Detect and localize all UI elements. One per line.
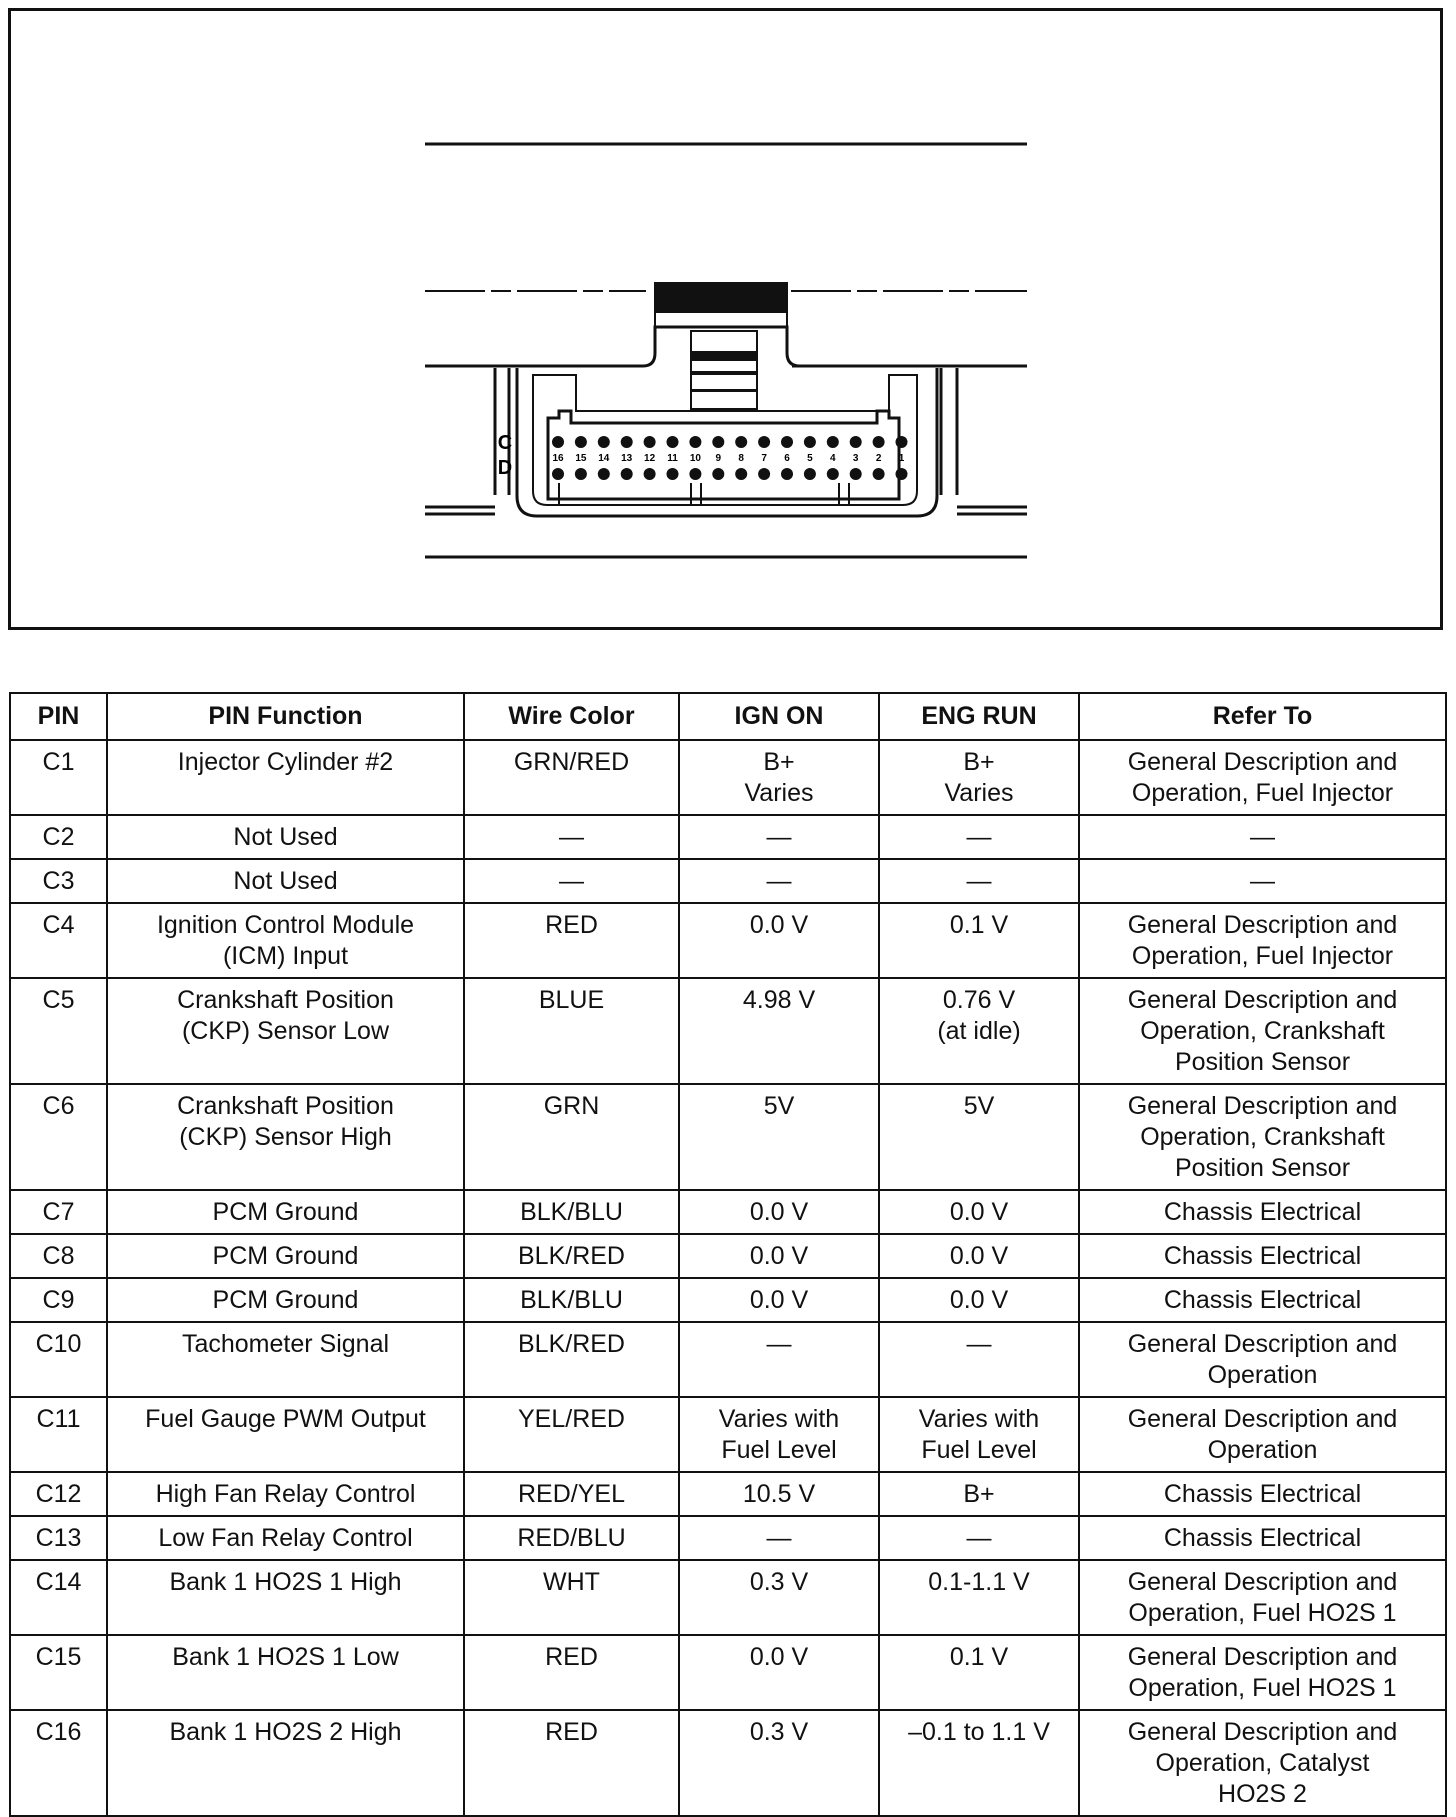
pin-d-terminal	[758, 468, 770, 480]
table-row	[10, 1516, 1446, 1560]
table-row	[10, 740, 1446, 815]
pin-c-terminal	[827, 436, 839, 448]
cell-eng-run: Varies with Fuel Level	[879, 1397, 1079, 1472]
cell-wire-color: RED	[464, 1710, 679, 1816]
cell-wire-color: WHT	[464, 1560, 679, 1635]
cell-eng-run: —	[879, 815, 1079, 859]
pin-c-terminal	[873, 436, 885, 448]
pin-c-terminal	[896, 436, 908, 448]
pin-d-terminal	[735, 468, 747, 480]
table-header-row	[10, 693, 1446, 740]
header-wire-color: Wire Color	[464, 693, 679, 740]
cell-pin-function: Ignition Control Module (ICM) Input	[107, 903, 464, 978]
connector-diagram-frame	[8, 8, 1443, 630]
pin-d-terminal	[712, 468, 724, 480]
cell-pin: C5	[10, 978, 107, 1084]
cell-wire-color: RED/BLU	[464, 1516, 679, 1560]
table-row	[10, 1322, 1446, 1397]
cell-wire-color: —	[464, 859, 679, 903]
pin-c-terminal	[644, 436, 656, 448]
cell-refer-to: General Description and Operation, Catalyst HO2S 2	[1079, 1710, 1446, 1816]
header-pin: PIN	[10, 693, 107, 740]
cell-pin-function: Bank 1 HO2S 2 High	[107, 1710, 464, 1816]
cell-wire-color: RED/YEL	[464, 1472, 679, 1516]
cell-refer-to: Chassis Electrical	[1079, 1278, 1446, 1322]
cell-pin: C9	[10, 1278, 107, 1322]
pin-c-terminal	[804, 436, 816, 448]
cell-pin: C2	[10, 815, 107, 859]
cell-ign-on: B+ Varies	[679, 740, 879, 815]
cell-wire-color: GRN/RED	[464, 740, 679, 815]
cell-pin: C10	[10, 1322, 107, 1397]
table-row	[10, 1635, 1446, 1710]
cell-pin: C3	[10, 859, 107, 903]
pin-number-label: 5	[807, 453, 813, 464]
pin-number-label: 1	[898, 453, 905, 464]
cell-ign-on: 0.0 V	[679, 1190, 879, 1234]
pin-c-terminal	[575, 436, 587, 448]
pin-number-label: 3	[852, 453, 859, 464]
cell-wire-color: BLK/BLU	[464, 1190, 679, 1234]
pin-number-label: 11	[667, 453, 678, 464]
pin-c-terminal	[781, 436, 793, 448]
cell-wire-color: YEL/RED	[464, 1397, 679, 1472]
cell-eng-run: 0.1 V	[879, 903, 1079, 978]
cell-ign-on: —	[679, 815, 879, 859]
cell-pin: C16	[10, 1710, 107, 1816]
cell-refer-to: —	[1079, 815, 1446, 859]
cell-eng-run: 0.76 V (at idle)	[879, 978, 1079, 1084]
pin-number-label: 13	[621, 453, 633, 464]
pin-d-terminal	[689, 468, 701, 480]
cell-pin: C7	[10, 1190, 107, 1234]
cell-pin-function: Not Used	[107, 815, 464, 859]
cell-refer-to: General Description and Operation, Fuel HO2S 1	[1079, 1560, 1446, 1635]
cell-ign-on: 4.98 V	[679, 978, 879, 1084]
cell-refer-to: General Description and Operation, Crankshaft Position Sensor	[1079, 1084, 1446, 1190]
cell-pin-function: Not Used	[107, 859, 464, 903]
cell-ign-on: 0.3 V	[679, 1560, 879, 1635]
cell-ign-on: 10.5 V	[679, 1472, 879, 1516]
cell-wire-color: GRN	[464, 1084, 679, 1190]
cell-ign-on: 0.3 V	[679, 1710, 879, 1816]
cell-eng-run: 0.1 V	[879, 1635, 1079, 1710]
table-row	[10, 1560, 1446, 1635]
cell-ign-on: —	[679, 859, 879, 903]
cell-pin-function: Bank 1 HO2S 1 Low	[107, 1635, 464, 1710]
pin-d-terminal	[781, 468, 793, 480]
cell-eng-run: B+ Varies	[879, 740, 1079, 815]
pin-d-terminal	[804, 468, 816, 480]
pin-number-label: 6	[784, 453, 790, 464]
cell-pin-function: High Fan Relay Control	[107, 1472, 464, 1516]
pin-d-terminal	[850, 468, 862, 480]
cell-refer-to: General Description and Operation, Fuel Injector	[1079, 903, 1446, 978]
cell-eng-run: B+	[879, 1472, 1079, 1516]
pin-d-terminal	[667, 468, 679, 480]
pin-number-label: 10	[689, 453, 701, 464]
cell-eng-run: 5V	[879, 1084, 1079, 1190]
pin-number-label: 12	[644, 453, 656, 464]
pin-number-label: 4	[830, 453, 836, 464]
cell-refer-to: —	[1079, 859, 1446, 903]
pin-d-terminal	[896, 468, 908, 480]
cell-ign-on: —	[679, 1322, 879, 1397]
cell-refer-to: General Description and Operation, Crankshaft Position Sensor	[1079, 978, 1446, 1084]
pin-table-body	[10, 740, 1446, 1816]
table-row	[10, 903, 1446, 978]
cell-refer-to: Chassis Electrical	[1079, 1472, 1446, 1516]
pin-number-label: 16	[552, 453, 564, 464]
cell-pin-function: PCM Ground	[107, 1190, 464, 1234]
cell-ign-on: 0.0 V	[679, 1635, 879, 1710]
latch-slot	[691, 331, 757, 409]
latch-tab-dark	[655, 283, 787, 313]
cell-wire-color: BLK/BLU	[464, 1278, 679, 1322]
housing-right-wall	[941, 368, 957, 495]
cell-pin-function: Low Fan Relay Control	[107, 1516, 464, 1560]
table-row	[10, 859, 1446, 903]
pin-number-label: 15	[575, 453, 587, 464]
pin-number-label: 2	[875, 453, 882, 464]
pin-c-terminal	[712, 436, 724, 448]
cell-eng-run: —	[879, 1516, 1079, 1560]
cell-eng-run: –0.1 to 1.1 V	[879, 1710, 1079, 1816]
cell-pin-function: Injector Cylinder #2	[107, 740, 464, 815]
pin-c-terminal	[689, 436, 701, 448]
row-label-d: D	[497, 457, 513, 479]
table-row	[10, 1472, 1446, 1516]
table-row	[10, 1190, 1446, 1234]
pin-number-label: 7	[761, 453, 767, 464]
cell-wire-color: BLUE	[464, 978, 679, 1084]
pin-c-terminal	[621, 436, 633, 448]
pin-d-terminal	[827, 468, 839, 480]
cell-ign-on: 0.0 V	[679, 1278, 879, 1322]
cell-wire-color: BLK/RED	[464, 1322, 679, 1397]
cell-eng-run: 0.1-1.1 V	[879, 1560, 1079, 1635]
cell-refer-to: General Description and Operation	[1079, 1322, 1446, 1397]
cell-eng-run: —	[879, 859, 1079, 903]
connector-drawing	[11, 11, 1441, 627]
table-row	[10, 978, 1446, 1084]
header-ign-on: IGN ON	[679, 693, 879, 740]
cell-pin-function: PCM Ground	[107, 1234, 464, 1278]
cell-ign-on: 0.0 V	[679, 1234, 879, 1278]
cell-refer-to: Chassis Electrical	[1079, 1190, 1446, 1234]
cell-pin: C13	[10, 1516, 107, 1560]
pin-number-label: 14	[598, 453, 610, 464]
cell-eng-run: 0.0 V	[879, 1278, 1079, 1322]
pin-c-terminal	[667, 436, 679, 448]
pin-table	[9, 692, 1447, 1817]
cell-pin-function: PCM Ground	[107, 1278, 464, 1322]
pin-d-terminal	[598, 468, 610, 480]
header-eng-run: ENG RUN	[879, 693, 1079, 740]
pin-c-terminal	[850, 436, 862, 448]
cell-refer-to: Chassis Electrical	[1079, 1234, 1446, 1278]
pin-d-terminal	[644, 468, 656, 480]
cell-pin-function: Crankshaft Position (CKP) Sensor Low	[107, 978, 464, 1084]
cell-eng-run: 0.0 V	[879, 1234, 1079, 1278]
cell-pin-function: Tachometer Signal	[107, 1322, 464, 1397]
pin-number-label: 9	[715, 453, 722, 464]
table-row	[10, 1084, 1446, 1190]
cell-ign-on: Varies with Fuel Level	[679, 1397, 879, 1472]
cell-refer-to: General Description and Operation	[1079, 1397, 1446, 1472]
cell-pin: C12	[10, 1472, 107, 1516]
pin-number-label: 8	[738, 453, 744, 464]
cell-wire-color: —	[464, 815, 679, 859]
cell-refer-to: Chassis Electrical	[1079, 1516, 1446, 1560]
cell-pin: C1	[10, 740, 107, 815]
pin-grid	[552, 436, 908, 480]
pin-d-terminal	[552, 468, 564, 480]
header-refer-to: Refer To	[1079, 693, 1446, 740]
pin-c-terminal	[552, 436, 564, 448]
pin-d-terminal	[873, 468, 885, 480]
cell-eng-run: —	[879, 1322, 1079, 1397]
pin-d-terminal	[575, 468, 587, 480]
cell-wire-color: BLK/RED	[464, 1234, 679, 1278]
table-row	[10, 1710, 1446, 1816]
pin-c-terminal	[758, 436, 770, 448]
cell-eng-run: 0.0 V	[879, 1190, 1079, 1234]
cell-pin: C8	[10, 1234, 107, 1278]
table-row	[10, 1397, 1446, 1472]
cell-refer-to: General Description and Operation, Fuel HO2S 1	[1079, 1635, 1446, 1710]
cell-pin: C6	[10, 1084, 107, 1190]
cell-wire-color: RED	[464, 903, 679, 978]
cell-pin-function: Fuel Gauge PWM Output	[107, 1397, 464, 1472]
table-row	[10, 815, 1446, 859]
cell-pin: C4	[10, 903, 107, 978]
cell-pin-function: Bank 1 HO2S 1 High	[107, 1560, 464, 1635]
pin-c-terminal	[735, 436, 747, 448]
cell-ign-on: 5V	[679, 1084, 879, 1190]
cell-ign-on: 0.0 V	[679, 903, 879, 978]
cell-pin-function: Crankshaft Position (CKP) Sensor High	[107, 1084, 464, 1190]
table-row	[10, 1234, 1446, 1278]
pin-c-terminal	[598, 436, 610, 448]
row-label-c: C	[497, 432, 513, 454]
cell-wire-color: RED	[464, 1635, 679, 1710]
cell-refer-to: General Description and Operation, Fuel Injector	[1079, 740, 1446, 815]
table-row	[10, 1278, 1446, 1322]
header-pin-function: PIN Function	[107, 693, 464, 740]
cell-pin: C15	[10, 1635, 107, 1710]
pin-d-terminal	[621, 468, 633, 480]
cell-ign-on: —	[679, 1516, 879, 1560]
cell-pin: C11	[10, 1397, 107, 1472]
cell-pin: C14	[10, 1560, 107, 1635]
